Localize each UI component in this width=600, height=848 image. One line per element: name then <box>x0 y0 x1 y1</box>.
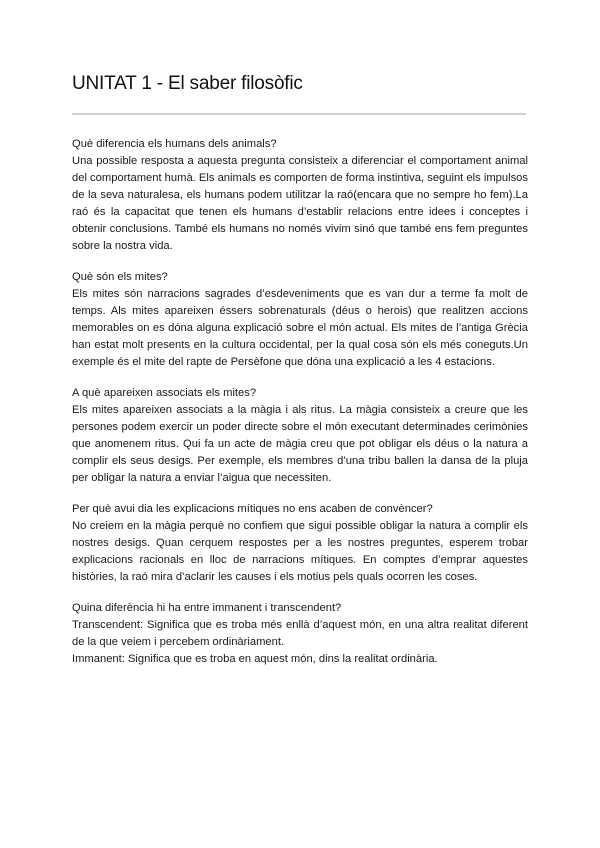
definition-immanent: Immanent: Significa que es troba en aquest món, dins la realitat ordinària. <box>72 653 438 665</box>
section-answer: Una possible resposta a aquesta pregunta consisteix a diferenciar el comportament animal del comportament humà. Els animals es comporten de forma instintiva, seguint els impulsos de la seva naturalesa, els humans podem utilitzar la raó(encara que no sempre ho fem).La raó és la capacitat que tenen els humans d’establir relacions entre idees i conceptes i obtenir conclusions. També els humans no només vivim sinó que també ens fem preguntes sobre la nostra vida. <box>72 155 528 252</box>
section-explicacions-mitiques <box>72 501 528 586</box>
section-question: Quina diferència hi ha entre immanent i transcendent? <box>72 602 342 614</box>
section-answer: No creiem en la màgia perquè no confiem que sigui possible obligar la natura a complir els nostres desigs. Quan cerquem respostes per a les nostres preguntes, esperem trobar explicacions racionals en lloc de narracions mítiques. En comptes d’emprar aquestes històries, la raó mira d’aclarir les causes i els motius pels quals ocorren les coses. <box>72 520 528 583</box>
section-question: Què són els mites? <box>72 271 168 283</box>
section-question: Per què avui dia les explicacions mítiques no ens acaben de convèncer? <box>72 503 433 515</box>
document-body <box>72 136 528 682</box>
section-question: Què diferencia els humans dels animals? <box>72 138 277 150</box>
section-answer: Els mites apareixen associats a la màgia i als ritus. La màgia consisteix a creure que les persones podem exercir un poder directe sobre el món executant determinades cerimònies que anomenem ritus. Qui fa un acte de màgia creu que pot obligar els déus o la natura a complir els seus desigs. Per exemple, els membres d’una tribu ballen la dansa de la pluja per obligar la natura a enviar l’aigua que necessiten. <box>72 404 528 484</box>
title-divider <box>72 113 526 115</box>
section-answer: Els mites són narracions sagrades d’esdeveniments que es van dur a terme fa molt de temps. Als mites apareixen éssers sobrenaturals (déus o herois) que realitzen accions memorables on es dóna alguna explicació sobre el món actual. Els mites de l’antiga Grècia han estat molt presents en la cultura occidental, per la qual cosa són els més coneguts.Un exemple és el mite del rapte de Persèfone que dóna una explicació a les 4 estacions. <box>72 288 528 368</box>
section-immanent-transcendent <box>72 600 528 668</box>
section-magia-ritus <box>72 385 528 487</box>
section-mites <box>72 269 528 371</box>
document-title: UNITAT 1 - El saber filosòfic <box>72 73 303 94</box>
section-question: A què apareixen associats els mites? <box>72 387 257 399</box>
definition-transcendent: Transcendent: Significa que es troba més enllà d’aquest món, en una altra realitat diferent de la que veiem i percebem ordinàriament. <box>72 619 528 648</box>
section-humans-animals <box>72 136 528 255</box>
